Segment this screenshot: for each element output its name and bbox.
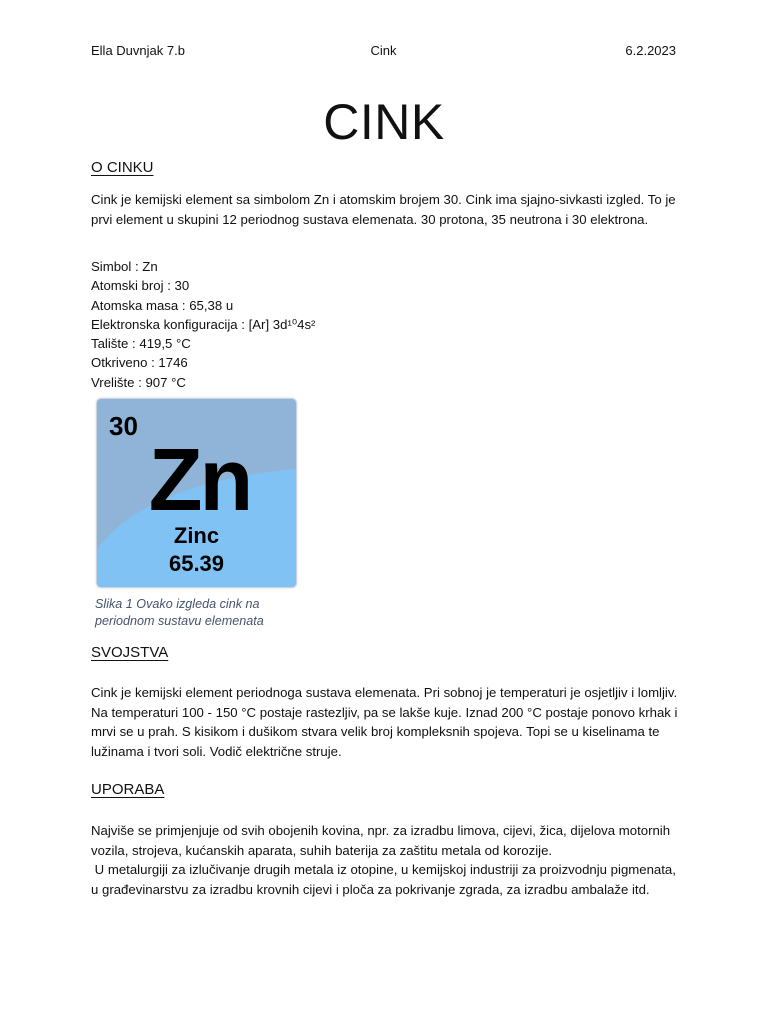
header-author: Ella Duvnjak 7.b — [91, 43, 185, 58]
heading-usage: UPORABA — [91, 781, 165, 798]
document-title: CINK — [323, 94, 445, 150]
fact-list — [91, 257, 315, 392]
paragraph-properties: Cink je kemijski element periodnoga sustava elemenata. Pri sobnoj je temperaturi je osjetljiv i lomljiv. Na temperaturi 100 - 150 °C postaje rastezljiv, pa se lakše kuje. Iznad 200 °C postaje ponovo krhak i mrvi se u prah. S kisikom i dušikom stvara velik broj kompleksnih spojeva. Topi se u kiselinama te lužinama i tvori soli. Vodič električne struje. — [91, 685, 678, 759]
fact-boiling-point: Vrelište : 907 °C — [91, 374, 186, 390]
tile-mass: 65.39 — [168, 551, 225, 576]
paragraph-about: Cink je kemijski element sa simbolom Zn i atomskim brojem 30. Cink ima sjajno-sivkasti izgled. To je prvi element u skupini 12 periodnog sustava elemenata. 30 protona, 35 neutrona i 30 elektrona. — [91, 192, 676, 227]
fact-symbol: Simbol : Zn — [91, 259, 158, 274]
tile-name: Zinc — [173, 523, 220, 548]
page-header — [91, 43, 676, 61]
figure-caption: Slika 1 Ovako izgleda cink na periodnom sustavu elemenata — [95, 597, 264, 628]
fact-melting-point: Talište : 419,5 °C — [91, 336, 191, 352]
fact-discovered: Otkriveno : 1746 — [91, 355, 188, 371]
fact-atomic-number: Atomski broj : 30 — [91, 278, 190, 294]
header-topic: Cink — [370, 43, 397, 58]
tile-atomic-number: 30 — [109, 411, 138, 441]
paragraph-usage-1: Najviše se primjenjuje od svih obojenih kovina, npr. za izradbu limova, cijevi, žica, dijelova motornih vozila, strojeva, kućanskih aparata, suhih baterija za zaštitu metala od korozije. — [91, 823, 671, 858]
tile-symbol: Zn — [148, 430, 251, 529]
fact-atomic-mass: Atomska masa : 65,38 u — [91, 297, 234, 313]
heading-about: O CINKU — [91, 159, 154, 176]
header-date: 6.2.2023 — [625, 43, 676, 58]
paragraph-usage-2: U metalurgiji za izlučivanje drugih metala iz otopine, u kemijskoj industriji za proizvodnju pigmenata, u građevinarstvu za izradbu krovnih cijevi i ploča za pokrivanje zgrada, za izradbu ambalaže itd. — [91, 862, 680, 897]
heading-properties: SVOJSTVA — [91, 644, 169, 661]
fact-electron-configuration: Elektronska konfiguracija : [Ar] 3d¹⁰4s² — [91, 316, 316, 332]
zinc-element-tile — [96, 398, 297, 588]
